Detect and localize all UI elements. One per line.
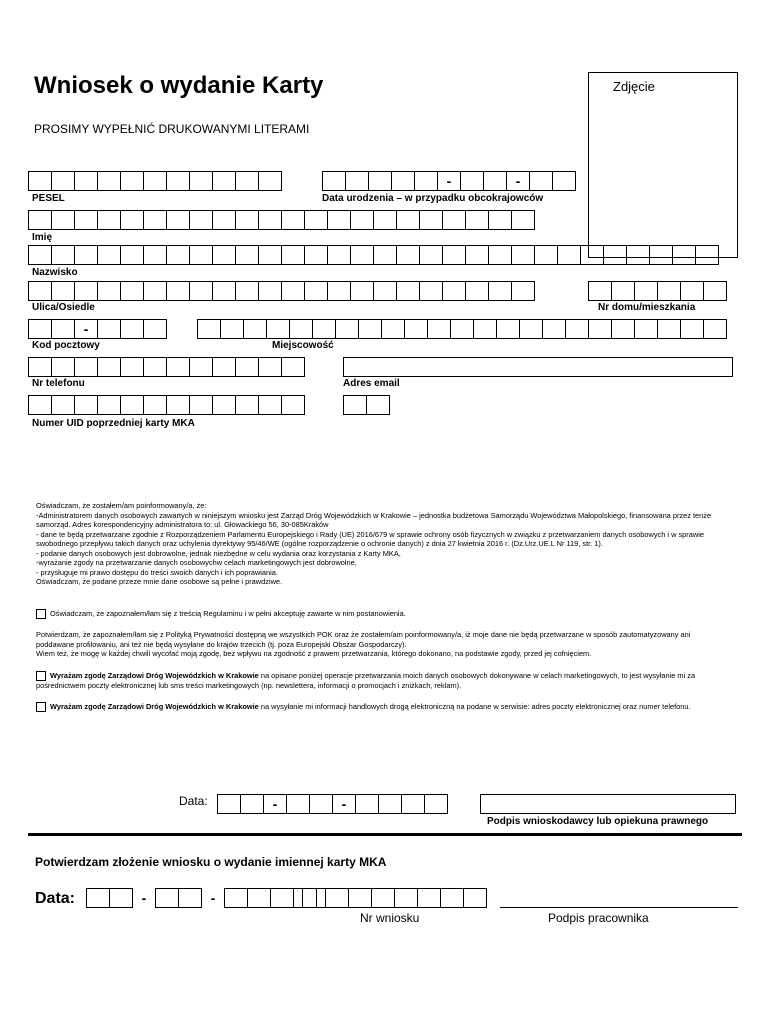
char-cell[interactable] bbox=[657, 319, 681, 339]
char-cell[interactable] bbox=[335, 319, 359, 339]
char-cell[interactable] bbox=[552, 171, 576, 191]
char-cell[interactable] bbox=[588, 319, 612, 339]
section-divider bbox=[28, 833, 742, 836]
char-cell[interactable] bbox=[488, 210, 512, 230]
char-cell[interactable] bbox=[703, 319, 727, 339]
char-cell[interactable] bbox=[281, 357, 305, 377]
char-cell[interactable] bbox=[258, 171, 282, 191]
char-cell[interactable] bbox=[442, 210, 466, 230]
char-cell[interactable] bbox=[345, 171, 369, 191]
first-name-label: Imię bbox=[32, 232, 53, 243]
char-cell[interactable] bbox=[258, 357, 282, 377]
char-cell[interactable] bbox=[611, 319, 635, 339]
char-cell[interactable] bbox=[281, 245, 305, 265]
char-cell[interactable] bbox=[703, 281, 727, 301]
application-number-label: Nr wniosku bbox=[360, 911, 420, 925]
date-dash: - bbox=[332, 794, 356, 814]
char-cell[interactable] bbox=[166, 245, 190, 265]
postal-dash: - bbox=[74, 319, 98, 339]
char-cell[interactable] bbox=[634, 319, 658, 339]
city-label: Miejscowość bbox=[272, 340, 334, 351]
char-cell[interactable] bbox=[322, 171, 346, 191]
char-cell[interactable] bbox=[120, 357, 144, 377]
confirmation-date-label: Data: bbox=[35, 890, 76, 907]
char-cell[interactable] bbox=[394, 888, 418, 908]
char-cell[interactable] bbox=[51, 281, 75, 301]
char-cell[interactable] bbox=[519, 319, 543, 339]
char-cell[interactable] bbox=[603, 245, 627, 265]
char-cell[interactable] bbox=[143, 357, 167, 377]
char-cell[interactable] bbox=[348, 888, 372, 908]
photo-label: Zdjęcie bbox=[613, 79, 655, 94]
first-name-input[interactable] bbox=[28, 210, 534, 230]
char-cell[interactable] bbox=[534, 245, 558, 265]
char-cell[interactable] bbox=[358, 319, 382, 339]
char-cell[interactable] bbox=[51, 245, 75, 265]
char-cell[interactable] bbox=[396, 245, 420, 265]
char-cell[interactable] bbox=[155, 888, 179, 908]
char-cell[interactable] bbox=[258, 210, 282, 230]
char-cell[interactable] bbox=[212, 281, 236, 301]
char-cell[interactable] bbox=[440, 888, 464, 908]
char-cell[interactable] bbox=[97, 245, 121, 265]
char-cell[interactable] bbox=[419, 281, 443, 301]
char-cell[interactable] bbox=[235, 171, 259, 191]
char-cell[interactable] bbox=[488, 281, 512, 301]
confirmation-date-input[interactable] bbox=[86, 888, 316, 908]
char-cell[interactable] bbox=[270, 888, 294, 908]
char-cell[interactable] bbox=[304, 210, 328, 230]
char-cell[interactable] bbox=[649, 245, 673, 265]
confirmation-date-dash: - bbox=[141, 890, 147, 906]
char-cell[interactable] bbox=[511, 281, 535, 301]
char-cell[interactable] bbox=[189, 171, 213, 191]
char-cell[interactable] bbox=[28, 171, 52, 191]
pesel-input[interactable] bbox=[28, 171, 281, 191]
char-cell[interactable] bbox=[350, 210, 374, 230]
char-cell[interactable] bbox=[28, 281, 52, 301]
char-cell[interactable] bbox=[143, 281, 167, 301]
char-cell[interactable] bbox=[672, 245, 696, 265]
char-cell[interactable] bbox=[496, 319, 520, 339]
dob-input[interactable] bbox=[322, 171, 575, 191]
marketing-consent-text: Wyrażam zgodę Zarządowi Dróg Wojewódzkich w Krakowie na opisane poniżej operacje przetwarzania moich danych osobowych dokonywane w celach marketingowych, to jest wysyłanie mi za pośrednictwem poczty elektronicznej lub sms treści marketingowych (np. newslettera, informacji o promocjach i zniżkach, reklam). bbox=[36, 671, 696, 690]
signature-field[interactable] bbox=[480, 794, 736, 814]
char-cell[interactable] bbox=[120, 171, 144, 191]
employee-signature-label: Podpis pracownika bbox=[548, 911, 649, 925]
application-number-input[interactable] bbox=[302, 888, 486, 908]
dob-label: Data urodzenia – w przypadku obcokrajowców bbox=[322, 193, 544, 204]
char-cell[interactable] bbox=[235, 395, 259, 415]
char-cell[interactable] bbox=[143, 395, 167, 415]
char-cell[interactable] bbox=[417, 888, 441, 908]
char-cell[interactable] bbox=[166, 281, 190, 301]
char-cell[interactable] bbox=[542, 319, 566, 339]
date-dash: - bbox=[263, 794, 287, 814]
signature-label: Podpis wnioskodawcy lub opiekuna prawnego bbox=[487, 816, 709, 827]
char-cell[interactable] bbox=[189, 281, 213, 301]
postal-code-input[interactable] bbox=[28, 319, 166, 339]
char-cell[interactable] bbox=[304, 245, 328, 265]
instructions: PROSIMY WYPEŁNIĆ DRUKOWANYMI LITERAMI bbox=[34, 122, 310, 136]
char-cell[interactable] bbox=[424, 794, 448, 814]
char-cell[interactable] bbox=[373, 210, 397, 230]
char-cell[interactable] bbox=[463, 888, 487, 908]
house-number-input[interactable] bbox=[588, 281, 726, 301]
char-cell[interactable] bbox=[281, 395, 305, 415]
char-cell[interactable] bbox=[450, 319, 474, 339]
char-cell[interactable] bbox=[97, 395, 121, 415]
photo-box[interactable] bbox=[588, 72, 738, 258]
pesel-label: PESEL bbox=[32, 193, 65, 204]
char-cell[interactable] bbox=[224, 888, 248, 908]
confirmation-title: Potwierdzam złożenie wniosku o wydanie imiennej karty MKA bbox=[35, 855, 387, 869]
char-cell[interactable] bbox=[51, 395, 75, 415]
char-cell[interactable] bbox=[217, 794, 241, 814]
char-cell[interactable] bbox=[634, 281, 658, 301]
char-cell[interactable] bbox=[442, 245, 466, 265]
last-name-label: Nazwisko bbox=[32, 267, 78, 278]
char-cell[interactable] bbox=[247, 888, 271, 908]
char-cell[interactable] bbox=[529, 171, 553, 191]
char-cell[interactable] bbox=[327, 245, 351, 265]
uid-label: Numer UID poprzedniej karty MKA bbox=[32, 418, 195, 429]
char-cell[interactable] bbox=[74, 245, 98, 265]
legal-statement: Oświadczam, że zostałem/am poinformowany/a, że: -Administratorem danych osobowych zawartych w niniejszym wniosku jest Zarząd Dróg Wojewódzkich w Krakowie – jednostka budżetowa Samorządu Województwa Małopolskiego, finansowana przez tenże samorząd. Adres korespondencyjny administratora to: ul. Głowackiego 56, 30-085Kraków - dane te będą przetwarzane zgodnie z Rozporządzeniem Parlamentu Europejskiego i Rady (UE) 2016/679 w sprawie ochrony osób fizycznych w związku z przetwarzaniem danych osobowych i w sprawie swobodnego przepływu takich danych oraz uchylenia dyrektywy 95/46/WE (ogólne rozporządzenie o ochronie danych) z dnia 27 kwietnia 2016 r. (Dz.Urz.UE.L Nr 119, str. 1). - podanie danych osobowych jest dobrowolne, jednak niezbędne w celu wydania oraz korzystania z Karty MKA, -wyrażanie zgody na przetwarzanie danych osobowychw celach marketingowych jest dobrowolne, - przysługuje mi prawo dostępu do treści swoich danych i ich poprawiania. Oświadczam, że podane przeze mnie dane osobowe są pełne i prawdziwe. bbox=[36, 501, 712, 586]
char-cell[interactable] bbox=[197, 319, 221, 339]
char-cell[interactable] bbox=[243, 319, 267, 339]
char-cell[interactable] bbox=[28, 357, 52, 377]
char-cell[interactable] bbox=[309, 794, 333, 814]
char-cell[interactable] bbox=[588, 281, 612, 301]
char-cell[interactable] bbox=[327, 210, 351, 230]
email-input[interactable] bbox=[343, 357, 733, 377]
char-cell[interactable] bbox=[373, 281, 397, 301]
char-cell[interactable] bbox=[366, 395, 390, 415]
char-cell[interactable] bbox=[212, 245, 236, 265]
employee-signature-line[interactable] bbox=[500, 907, 738, 908]
char-cell[interactable] bbox=[419, 210, 443, 230]
char-cell[interactable] bbox=[74, 357, 98, 377]
char-cell[interactable] bbox=[74, 171, 98, 191]
privacy-statement: Potwierdzam, że zapoznałem/łam się z Polityką Prywatności dostępną we wszystkich POK oraz że zostałem/am poinformowany/a, iż moje dane nie będą przetwarzane w sposób zautomatyzowany ani poddawane profilowaniu, ani też nie będą wysyłane do krajów trzecich (tj. poza Europejski Obszar Gospodarczy). Wiem też, że mogę w każdej chwili wycofać moją zgodę, bez wpływu na zgodność z prawem przetwarzania, którego dokonano, na podstawie zgody, przed jej cofnięciem. bbox=[36, 630, 691, 658]
char-cell[interactable] bbox=[166, 395, 190, 415]
char-cell[interactable] bbox=[235, 245, 259, 265]
char-cell[interactable] bbox=[281, 210, 305, 230]
char-cell[interactable] bbox=[626, 245, 650, 265]
char-cell[interactable] bbox=[565, 319, 589, 339]
city-input[interactable] bbox=[197, 319, 726, 339]
char-cell[interactable] bbox=[465, 245, 489, 265]
char-cell[interactable] bbox=[404, 319, 428, 339]
page-title: Wniosek o wydanie Karty bbox=[34, 72, 324, 99]
char-cell[interactable] bbox=[28, 245, 52, 265]
char-cell[interactable] bbox=[86, 888, 110, 908]
char-cell[interactable] bbox=[220, 319, 244, 339]
regulations-text: Oświadczam, że zapoznałem/łam się z treścią Regulaminu i w pełni akceptuję zawarte w nim postanowienia. bbox=[50, 609, 406, 618]
char-cell[interactable] bbox=[557, 245, 581, 265]
char-cell[interactable] bbox=[391, 171, 415, 191]
char-cell[interactable] bbox=[74, 210, 98, 230]
char-cell[interactable] bbox=[304, 281, 328, 301]
char-cell[interactable] bbox=[258, 395, 282, 415]
char-cell[interactable] bbox=[258, 245, 282, 265]
char-cell[interactable] bbox=[378, 794, 402, 814]
char-cell[interactable] bbox=[401, 794, 425, 814]
char-cell[interactable] bbox=[120, 210, 144, 230]
char-cell[interactable] bbox=[189, 395, 213, 415]
char-cell[interactable] bbox=[166, 357, 190, 377]
char-cell[interactable] bbox=[419, 245, 443, 265]
char-cell[interactable] bbox=[511, 210, 535, 230]
char-cell[interactable] bbox=[611, 281, 635, 301]
char-cell[interactable] bbox=[302, 888, 326, 908]
date-input[interactable] bbox=[217, 794, 447, 814]
char-cell[interactable] bbox=[325, 888, 349, 908]
char-cell[interactable] bbox=[189, 245, 213, 265]
char-cell[interactable] bbox=[51, 319, 75, 339]
dob-dash: - bbox=[437, 171, 461, 191]
uid-input[interactable] bbox=[28, 395, 304, 415]
char-cell[interactable] bbox=[414, 171, 438, 191]
char-cell[interactable] bbox=[166, 171, 190, 191]
char-cell[interactable] bbox=[97, 357, 121, 377]
char-cell[interactable] bbox=[266, 319, 290, 339]
last-name-input[interactable] bbox=[28, 245, 718, 265]
char-cell[interactable] bbox=[240, 794, 264, 814]
char-cell[interactable] bbox=[680, 281, 704, 301]
char-cell[interactable] bbox=[143, 245, 167, 265]
email-label: Adres email bbox=[343, 378, 400, 389]
char-cell[interactable] bbox=[28, 319, 52, 339]
char-cell[interactable] bbox=[396, 281, 420, 301]
char-cell[interactable] bbox=[381, 319, 405, 339]
char-cell[interactable] bbox=[368, 171, 392, 191]
uid-extra-input[interactable] bbox=[343, 395, 389, 415]
char-cell[interactable] bbox=[511, 245, 535, 265]
postal-code-label: Kod pocztowy bbox=[32, 340, 100, 351]
char-cell[interactable] bbox=[355, 794, 379, 814]
char-cell[interactable] bbox=[289, 319, 313, 339]
char-cell[interactable] bbox=[178, 888, 202, 908]
char-cell[interactable] bbox=[74, 281, 98, 301]
phone-input[interactable] bbox=[28, 357, 304, 377]
char-cell[interactable] bbox=[120, 245, 144, 265]
confirmation-date-dash: - bbox=[210, 890, 216, 906]
char-cell[interactable] bbox=[483, 171, 507, 191]
char-cell[interactable] bbox=[51, 357, 75, 377]
char-cell[interactable] bbox=[235, 210, 259, 230]
char-cell[interactable] bbox=[327, 281, 351, 301]
char-cell[interactable] bbox=[680, 319, 704, 339]
street-input[interactable] bbox=[28, 281, 534, 301]
char-cell[interactable] bbox=[350, 281, 374, 301]
char-cell[interactable] bbox=[465, 210, 489, 230]
char-cell[interactable] bbox=[235, 281, 259, 301]
char-cell[interactable] bbox=[488, 245, 512, 265]
street-label: Ulica/Osiedle bbox=[32, 302, 95, 313]
char-cell[interactable] bbox=[74, 395, 98, 415]
char-cell[interactable] bbox=[258, 281, 282, 301]
char-cell[interactable] bbox=[343, 395, 367, 415]
house-number-label: Nr domu/mieszkania bbox=[598, 302, 696, 313]
char-cell[interactable] bbox=[28, 210, 52, 230]
char-cell[interactable] bbox=[212, 395, 236, 415]
char-cell[interactable] bbox=[97, 210, 121, 230]
char-cell[interactable] bbox=[580, 245, 604, 265]
char-cell[interactable] bbox=[286, 794, 310, 814]
char-cell[interactable] bbox=[143, 210, 167, 230]
char-cell[interactable] bbox=[460, 171, 484, 191]
char-cell[interactable] bbox=[97, 319, 121, 339]
char-cell[interactable] bbox=[28, 395, 52, 415]
char-cell[interactable] bbox=[212, 357, 236, 377]
char-cell[interactable] bbox=[373, 245, 397, 265]
char-cell[interactable] bbox=[143, 319, 167, 339]
char-cell[interactable] bbox=[212, 171, 236, 191]
char-cell[interactable] bbox=[51, 171, 75, 191]
char-cell[interactable] bbox=[465, 281, 489, 301]
char-cell[interactable] bbox=[235, 357, 259, 377]
char-cell[interactable] bbox=[166, 210, 190, 230]
commercial-info-text: Wyrażam zgodę Zarządowi Dróg Wojewódzkich w Krakowie na wysyłanie mi informacji handlowych drogą elektroniczną na podane w serwisie: adres poczty elektronicznej oraz numer telefonu. bbox=[50, 702, 691, 711]
dob-dash: - bbox=[506, 171, 530, 191]
char-cell[interactable] bbox=[97, 281, 121, 301]
char-cell[interactable] bbox=[189, 357, 213, 377]
char-cell[interactable] bbox=[143, 171, 167, 191]
phone-label: Nr telefonu bbox=[32, 378, 85, 389]
date-label: Data: bbox=[179, 794, 208, 808]
char-cell[interactable] bbox=[442, 281, 466, 301]
char-cell[interactable] bbox=[51, 210, 75, 230]
char-cell[interactable] bbox=[371, 888, 395, 908]
char-cell[interactable] bbox=[97, 171, 121, 191]
char-cell[interactable] bbox=[350, 245, 374, 265]
char-cell[interactable] bbox=[396, 210, 420, 230]
char-cell[interactable] bbox=[657, 281, 681, 301]
char-cell[interactable] bbox=[120, 319, 144, 339]
char-cell[interactable] bbox=[109, 888, 133, 908]
char-cell[interactable] bbox=[120, 281, 144, 301]
char-cell[interactable] bbox=[695, 245, 719, 265]
char-cell[interactable] bbox=[212, 210, 236, 230]
char-cell[interactable] bbox=[189, 210, 213, 230]
char-cell[interactable] bbox=[312, 319, 336, 339]
char-cell[interactable] bbox=[473, 319, 497, 339]
char-cell[interactable] bbox=[281, 281, 305, 301]
regulations-checkbox[interactable] bbox=[36, 609, 46, 619]
char-cell[interactable] bbox=[427, 319, 451, 339]
char-cell[interactable] bbox=[120, 395, 144, 415]
